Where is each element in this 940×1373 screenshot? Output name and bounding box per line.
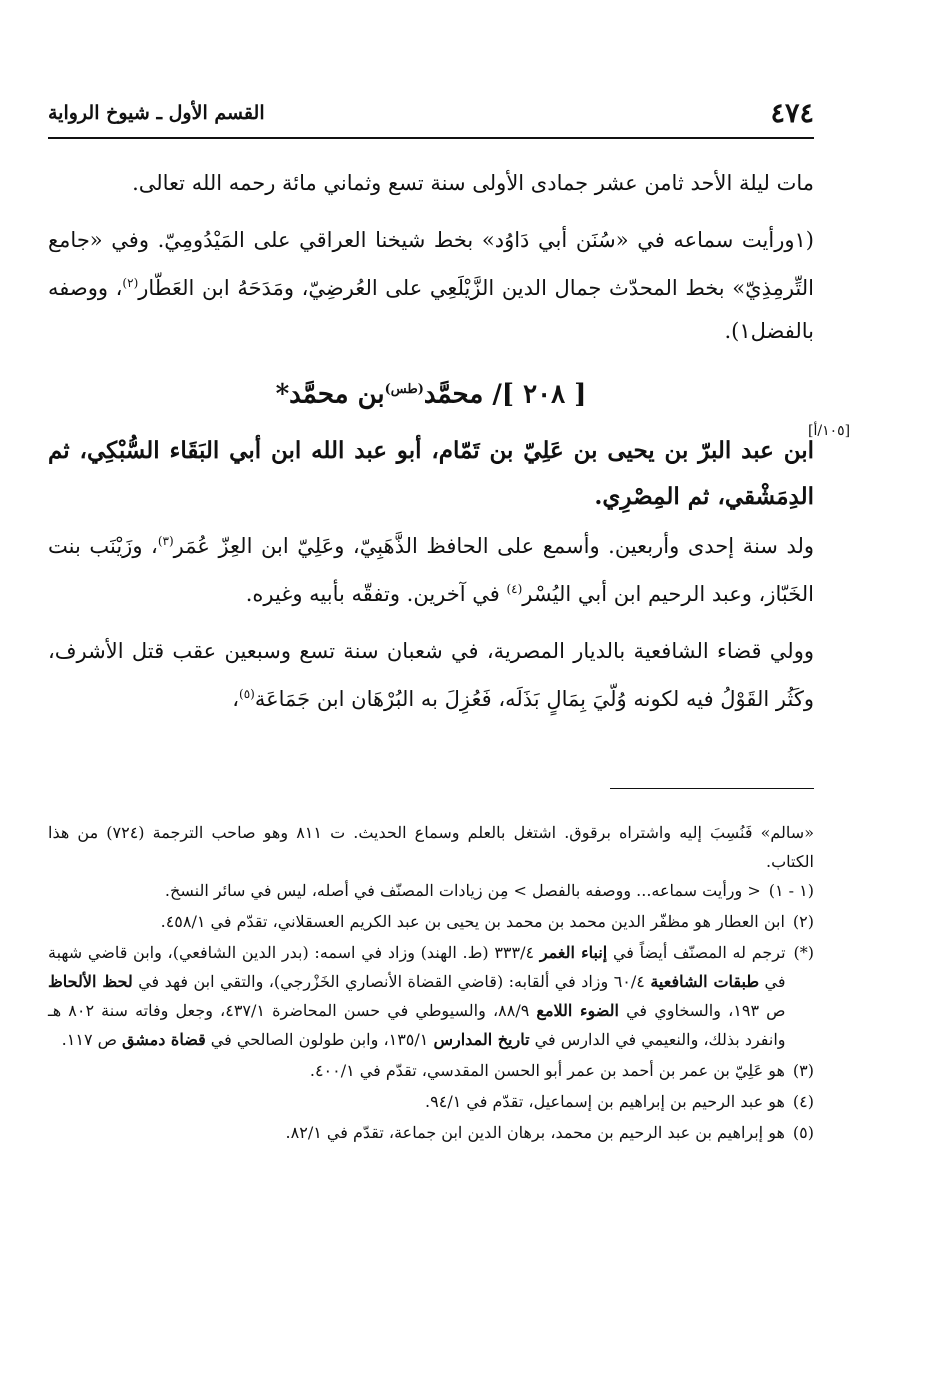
para3-text-b: ، وزَيْنَب بنت الخَبّاز، وعبد الرحيم ابن أبي اليُسْر bbox=[48, 533, 814, 606]
footnote-ref-5[interactable]: (٥) bbox=[239, 686, 255, 701]
book-title-tarikh: تاريخ المدارس bbox=[433, 1030, 530, 1049]
footnote-2 bbox=[48, 907, 814, 936]
footnote-4-marker: (٤) bbox=[792, 1092, 814, 1111]
footnote-1-marker: (١ - ١) bbox=[768, 881, 814, 900]
footnote-star-text bbox=[48, 938, 786, 1054]
footnote-5 bbox=[48, 1118, 814, 1147]
book-title-lahz: لحظ الألحاظ bbox=[48, 972, 133, 991]
footnote-3-marker: (٣) bbox=[792, 1061, 814, 1080]
footnote-3-text: هو عَلِيّ بن عمر بن أحمد بن عمر أبو الحسن المقدسي، تقدّم في ٤٠٠/١. bbox=[309, 1061, 785, 1080]
book-title-tabaqat: طبقات الشافعية bbox=[650, 972, 760, 991]
paragraph-judgeship bbox=[48, 630, 814, 721]
book-title-inba: إنباء الغمر bbox=[539, 943, 608, 962]
running-header bbox=[48, 96, 814, 130]
fnstar-part-f: ٨٨/٩، والسيوطي في حسن المحاضرة ٤٣٧/١، وجعل وفاته سنة ٨٠٢ هـ وانفرد بذلك، والنعيمي في الدارس في bbox=[48, 1001, 786, 1049]
header-rule bbox=[48, 137, 814, 139]
para4-text-a: وولي قضاء الشافعية بالديار المصرية، في شعبان سنة تسع وسبعين عقب قتل الأشرف، وكَثُر القَوْلُ فيه لكونه وُلّيَ بِمَالٍ بَذَلَه، فَعُزِلَ به البُرْهَان ابن جَمَاعَة bbox=[48, 638, 814, 711]
footnote-5-text: هو إبراهيم بن عبد الرحيم بن محمد، برهان الدين ابن جماعة، تقدّم في ٨٢/١. bbox=[285, 1123, 785, 1142]
paragraph-birth bbox=[48, 520, 814, 616]
entry-heading-siglum: (طس) bbox=[384, 382, 424, 397]
footnote-4 bbox=[48, 1087, 814, 1116]
footnote-1-text: < ورأيت سماعه... ووصفه بالفصل > مِن زيادات المصنّف في أصله، ليس في سائر النسخ. bbox=[164, 881, 761, 900]
para3-text-a: ولد سنة إحدى وأربعين. وأسمع على الحافظ الذَّهَبِيّ، وعَلِيّ ابن العِزّ عُمَر bbox=[173, 533, 815, 558]
fnstar-part-c: ٣٣٣/٤ (ط. الهند) وزاد في اسمه: (بدر الدين الشافعي)، وابن قاضي شهبة في bbox=[48, 943, 786, 991]
footnote-star bbox=[48, 938, 814, 1054]
footnote-ref-2[interactable]: (٢) bbox=[122, 276, 139, 290]
footnote-2-text: ابن العطار هو مظفّر الدين محمد بن محمد بن يحيى بن عبد الكريم العسقلاني، تقدّم في ٤٥٨/١. bbox=[160, 912, 785, 931]
footnote-star-marker: (*) bbox=[793, 943, 814, 962]
entry-heading-end: بن محمَّد* bbox=[275, 379, 385, 410]
footnote-1 bbox=[48, 876, 814, 905]
fnstar-part-a: ترجم له المصنّف أيضاً في bbox=[607, 943, 786, 962]
para2-text: (١ورأيت سماعه في «سُنَن أبي دَاوُد» بخط شيخنا العراقي على المَيْدُومِيّ. وفي «جامع التِّرمِذِيّ» بخط المحدّث جمال الدين الزَّيْلَعِي على العُرضِيّ، ومَدَحَهُ ابن العَطّار bbox=[48, 228, 815, 300]
para3-text-c: في آخرين. وتفقّه بأبيه وغيره. bbox=[245, 581, 507, 606]
paragraph-sama bbox=[48, 219, 814, 353]
book-title-daw: الضوء اللامع bbox=[536, 1001, 619, 1020]
footnote-rule bbox=[610, 788, 814, 789]
page-number: ٤٧٤ bbox=[770, 97, 814, 129]
running-title: القسم الأول ـ شيوخ الرواية bbox=[48, 102, 265, 124]
footnotes bbox=[48, 818, 814, 1149]
footnote-5-marker: (٥) bbox=[792, 1123, 814, 1142]
entry-heading bbox=[48, 365, 814, 420]
para4-text-b: ، bbox=[232, 686, 239, 711]
footnote-carryover: «سالم» فَنُسِبَ إليه واشتراه برقوق. اشتغل بالعلم وسماع الحديث. ت ٨١١ وهو صاحب الترجمة (٧٢٤) من هذا الكتاب. bbox=[48, 823, 814, 871]
fnstar-part-e: ص ١٩٣، والسخاوي في bbox=[618, 1001, 786, 1020]
entry-name-line: ابن عبد البرّ بن يحيى بن عَلِيّ بن تَمّام، أبو عبد الله ابن أبي البَقَاء السُّبْكِي، ثم الدِمَشْقي، ثم المِصْرِي. bbox=[48, 436, 814, 510]
paragraph-death: مات ليلة الأحد ثامن عشر جمادى الأولى سنة تسع وثماني مائة رحمه الله تعالى. bbox=[132, 171, 814, 195]
book-title-qudat: قضاة دمشق bbox=[122, 1030, 206, 1049]
footnote-4-text: هو عبد الرحيم بن إبراهيم بن إسماعيل، تقدّم في ٩٤/١. bbox=[425, 1092, 785, 1111]
footnote-ref-4[interactable]: (٤) bbox=[506, 581, 523, 596]
manuscript-folio-ref: [١٠٥/أ] bbox=[808, 423, 851, 439]
para2-end: ، ووصفه بالفضل١). bbox=[48, 276, 814, 343]
footnote-3 bbox=[48, 1056, 814, 1085]
fnstar-part-g: ١٣٥/١، وابن طولون الصالحي في bbox=[205, 1030, 434, 1049]
entry-heading-text: [ ٢٠٨ ]/ محمَّد bbox=[423, 379, 587, 410]
fnstar-part-d: ٦٠/٤ وزاد في ألقابه: (قاضي القضاة الأنصاري الخَزْرجي)، والتقي ابن فهد في bbox=[132, 972, 651, 991]
footnote-ref-3[interactable]: (٣) bbox=[157, 533, 174, 548]
main-text bbox=[48, 162, 814, 721]
footnote-2-marker: (٢) bbox=[792, 912, 814, 931]
fnstar-part-h: ص ١١٧. bbox=[61, 1030, 123, 1049]
